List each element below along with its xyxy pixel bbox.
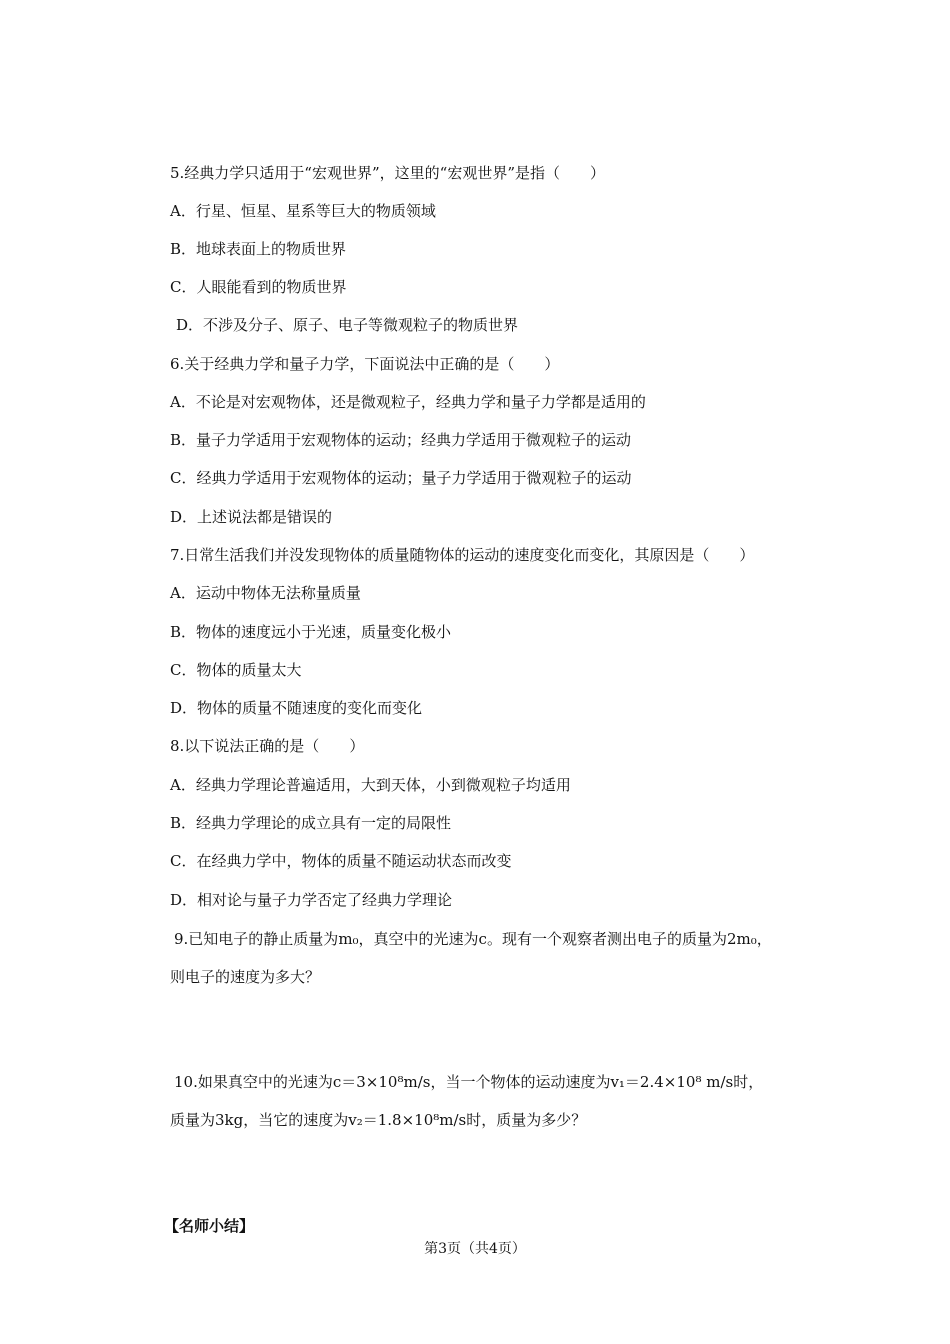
question-5-option-a: A．行星、恒星、星系等巨大的物质领域 bbox=[170, 202, 436, 220]
question-8-option-b: B．经典力学理论的成立具有一定的局限性 bbox=[170, 814, 452, 832]
page-footer: 第3页（共4页） bbox=[424, 1241, 526, 1257]
question-8-stem: 8.以下说法正确的是（ ） bbox=[170, 737, 365, 755]
question-5-option-d: D．不涉及分子、原子、电子等微观粒子的物质世界 bbox=[176, 316, 519, 334]
question-8-option-a: A．经典力学理论普遍适用，大到天体，小到微观粒子均适用 bbox=[170, 776, 571, 794]
question-6-option-a: A．不论是对宏观物体，还是微观粒子，经典力学和量子力学都是适用的 bbox=[170, 393, 646, 411]
question-6-option-c: C．经典力学适用于宏观物体的运动；量子力学适用于微观粒子的运动 bbox=[170, 469, 632, 487]
question-8-option-c: C．在经典力学中，物体的质量不随运动状态而改变 bbox=[170, 852, 512, 870]
question-10-line-2: 质量为3kg，当它的速度为v₂＝1.8×10⁸m/s时，质量为多少？ bbox=[170, 1111, 587, 1129]
question-5-option-c: C．人眼能看到的物质世界 bbox=[170, 278, 347, 296]
question-5-stem: 5.经典力学只适用于“宏观世界”，这里的“宏观世界”是指（ ） bbox=[170, 164, 605, 182]
question-8-option-d: D．相对论与量子力学否定了经典力学理论 bbox=[170, 891, 453, 909]
question-10-line-1: 10.如果真空中的光速为c＝3×10⁸m/s，当一个物体的运动速度为v₁＝2.4×10⁸ m/s时， bbox=[174, 1073, 764, 1091]
question-9-line-1: 9.已知电子的静止质量为m₀，真空中的光速为c。现有一个观察者测出电子的质量为2m₀， bbox=[174, 930, 772, 948]
question-7-option-d: D．物体的质量不随速度的变化而变化 bbox=[170, 699, 423, 717]
question-5-option-b: B．地球表面上的物质世界 bbox=[170, 240, 347, 258]
question-7-option-c: C．物体的质量太大 bbox=[170, 661, 302, 679]
question-6-option-d: D．上述说法都是错误的 bbox=[170, 508, 333, 526]
question-6-stem: 6.关于经典力学和量子力学，下面说法中正确的是（ ） bbox=[170, 355, 560, 373]
question-7-option-a: A．运动中物体无法称量质量 bbox=[170, 584, 361, 602]
summary-heading: 【名师小结】 bbox=[164, 1217, 255, 1235]
question-6-option-b: B．量子力学适用于宏观物体的运动；经典力学适用于微观粒子的运动 bbox=[170, 431, 632, 449]
question-7-stem: 7.日常生活我们并没发现物体的质量随物体的运动的速度变化而变化，其原因是（ ） bbox=[170, 546, 755, 564]
question-7-option-b: B．物体的速度远小于光速，质量变化极小 bbox=[170, 623, 452, 641]
question-9-line-2: 则电子的速度为多大？ bbox=[170, 968, 321, 986]
